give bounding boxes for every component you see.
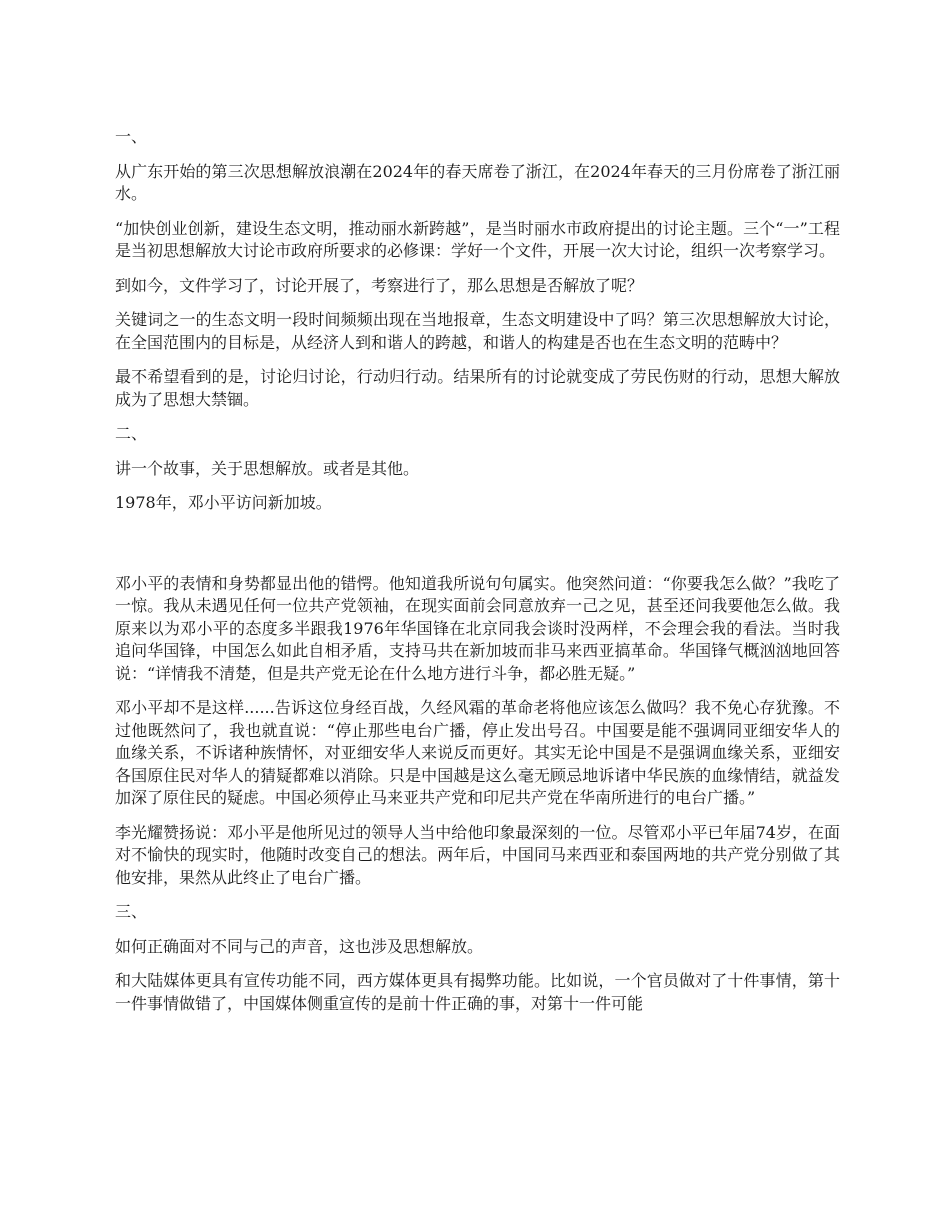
paragraph: “加快创业创新，建设生态文明，推动丽水新跨越”，是当时丽水市政府提出的讨论主题。三个“一”工程是当初思想解放大讨论市政府所要求的必修课：学好一个文件，开展一次大讨论，组织一次考察学习。: [115, 218, 840, 260]
section-heading-2: 二、: [115, 424, 148, 443]
paragraph: 邓小平的表情和身势都显出他的错愕。他知道我所说句句属实。他突然问道：“你要我怎么做？”我吃了一惊。我从未遇见任何一位共产党领袖，在现实面前会同意放弃一己之见，甚至还问我要他怎么做。我原来以为邓小平的态度多半跟我1976年华国锋在北京同我会谈时没两样，不会理会我的看法。当时我追问华国锋，中国怎么如此自相矛盾，支持马共在新加坡而非马来西亚搞革命。华国锋气概汹汹地回答说：“详情我不清楚，但是共产党无论在什么地方进行斗争，都必胜无疑。”: [115, 573, 840, 683]
section-heading-1: 一、: [115, 127, 148, 146]
paragraph: 从广东开始的第三次思想解放浪潮在2024年的春天席卷了浙江，在2024年春天的三月份席卷了浙江丽水。: [115, 161, 840, 203]
section-heading-3: 三、: [115, 902, 148, 921]
paragraph: 关键词之一的生态文明一段时间频频出现在当地报章，生态文明建设中了吗？第三次思想解放大讨论，在全国范围内的目标是，从经济人到和谐人的跨越，和谐人的构建是否也在生态文明的范畴中？: [115, 310, 840, 352]
paragraph: 到如今，文件学习了，讨论开展了，考察进行了，那么思想是否解放了呢？: [115, 275, 644, 295]
paragraph: 邓小平却不是这样......告诉这位身经百战，久经风霜的革命老将他应该怎么做吗？我不免心存犹豫。不过他既然问了，我也就直说：“停止那些电台广播，停止发出号召。中国要是能不强调同亚细安华人的血缘关系，不诉诸种族情怀，对亚细安华人来说反而更好。其实无论中国是不是强调血缘关系，亚细安各国原住民对华人的猜疑都难以消除。只是中国越是这么毫无顾忌地诉诸中华民族的血缘情结，就益发加深了原住民的疑虑。中国必须停止马来亚共产党和印尼共产党在华南所进行的电台广播。”: [115, 698, 840, 807]
paragraph: 最不希望看到的是，讨论归讨论，行动归行动。结果所有的讨论就变成了劳民伤财的行动，思想大解放成为了思想大禁锢。: [115, 367, 840, 409]
paragraph: 如何正确面对不同与己的声音，这也涉及思想解放。: [115, 936, 484, 956]
paragraph: 李光耀赞扬说：邓小平是他所见过的领导人当中给他印象最深刻的一位。尽管邓小平已年届74岁，在面对不愉快的现实时，他随时改变自己的想法。两年后，中国同马来西亚和泰国两地的共产党分别做了其他安排，果然从此终止了电台广播。: [115, 822, 840, 887]
paragraph: 和大陆媒体更具有宣传功能不同，西方媒体更具有揭弊功能。比如说，一个官员做对了十件事情，第十一件事情做错了，中国媒体侧重宣传的是前十件正确的事，对第十一件可能: [115, 971, 840, 1013]
paragraph: 讲一个故事，关于思想解放。或者是其他。: [115, 458, 420, 478]
paragraph: 1978年，邓小平访问新加坡。: [115, 493, 332, 512]
document-body: [115, 126, 840, 1027]
